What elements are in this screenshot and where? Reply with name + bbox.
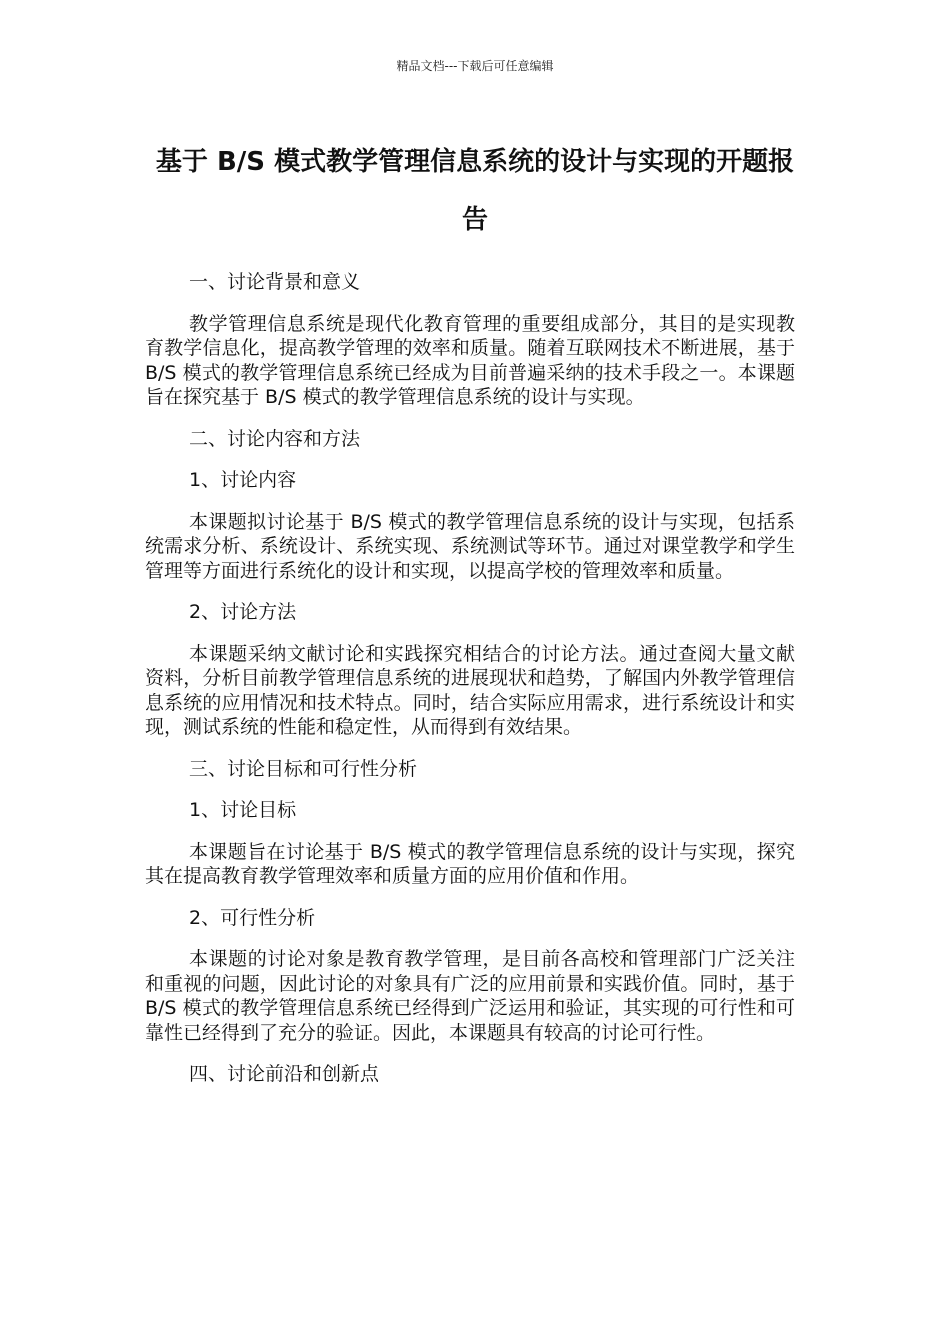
section-heading-frontier-innovation: 四、讨论前沿和创新点 bbox=[189, 1063, 380, 1085]
subheading-content: 1、讨论内容 bbox=[189, 469, 297, 491]
paragraph-background: 教学管理信息系统是现代化教育管理的重要组成部分，其目的是实现教育教学信息化，提高教学管理的效率和质量。随着互联网技术不断进展，基于 B/S 模式的教学管理信息系统已经成为目前普遍采纳的技术手段之一。本课题旨在探究基于 B/S 模式的教学管理信息系统的设计与实现。 bbox=[145, 312, 795, 408]
paragraph-goals: 本课题旨在讨论基于 B/S 模式的教学管理信息系统的设计与实现，探究其在提高教育教学管理效率和质量方面的应用价值和作用。 bbox=[145, 840, 795, 887]
subheading-feasibility: 2、可行性分析 bbox=[189, 906, 316, 929]
subheading-goals: 1、讨论目标 bbox=[189, 799, 297, 821]
subheading-method: 2、讨论方法 bbox=[189, 601, 297, 623]
section-heading-goals-feasibility: 三、讨论目标和可行性分析 bbox=[189, 757, 418, 780]
document-body bbox=[145, 270, 795, 1104]
paragraph-method: 本课题采纳文献讨论和实践探究相结合的讨论方法。通过查阅大量文献资料，分析目前教学管理信息系统的进展现状和趋势，了解国内外教学管理信息系统的应用情况和技术特点。同时，结合实际应用需求，进行系统设计和实现，测试系统的性能和稳定性，从而得到有效结果。 bbox=[145, 642, 795, 738]
paragraph-content: 本课题拟讨论基于 B/S 模式的教学管理信息系统的设计与实现，包括系统需求分析、系统设计、系统实现、系统测试等环节。通过对课堂教学和学生管理等方面进行系统化的设计和实现，以提高学校的管理效率和质量。 bbox=[145, 510, 795, 582]
paragraph-feasibility: 本课题的讨论对象是教育教学管理，是目前各高校和管理部门广泛关注和重视的问题，因此讨论的对象具有广泛的应用前景和实践价值。同时，基于 B/S 模式的教学管理信息系统已经得到广泛运用和验证，其实现的可行性和可靠性已经得到了充分的验证。因此，本课题具有较高的讨论可行性。 bbox=[145, 948, 795, 1044]
section-heading-content-method: 二、讨论内容和方法 bbox=[189, 427, 361, 450]
header-note: 精品文档---下载后可任意编辑 bbox=[396, 59, 554, 73]
document-title: 基于 B/S 模式教学管理信息系统的设计与实现的开题报告 bbox=[155, 147, 795, 235]
section-heading-background: 一、讨论背景和意义 bbox=[189, 271, 361, 293]
